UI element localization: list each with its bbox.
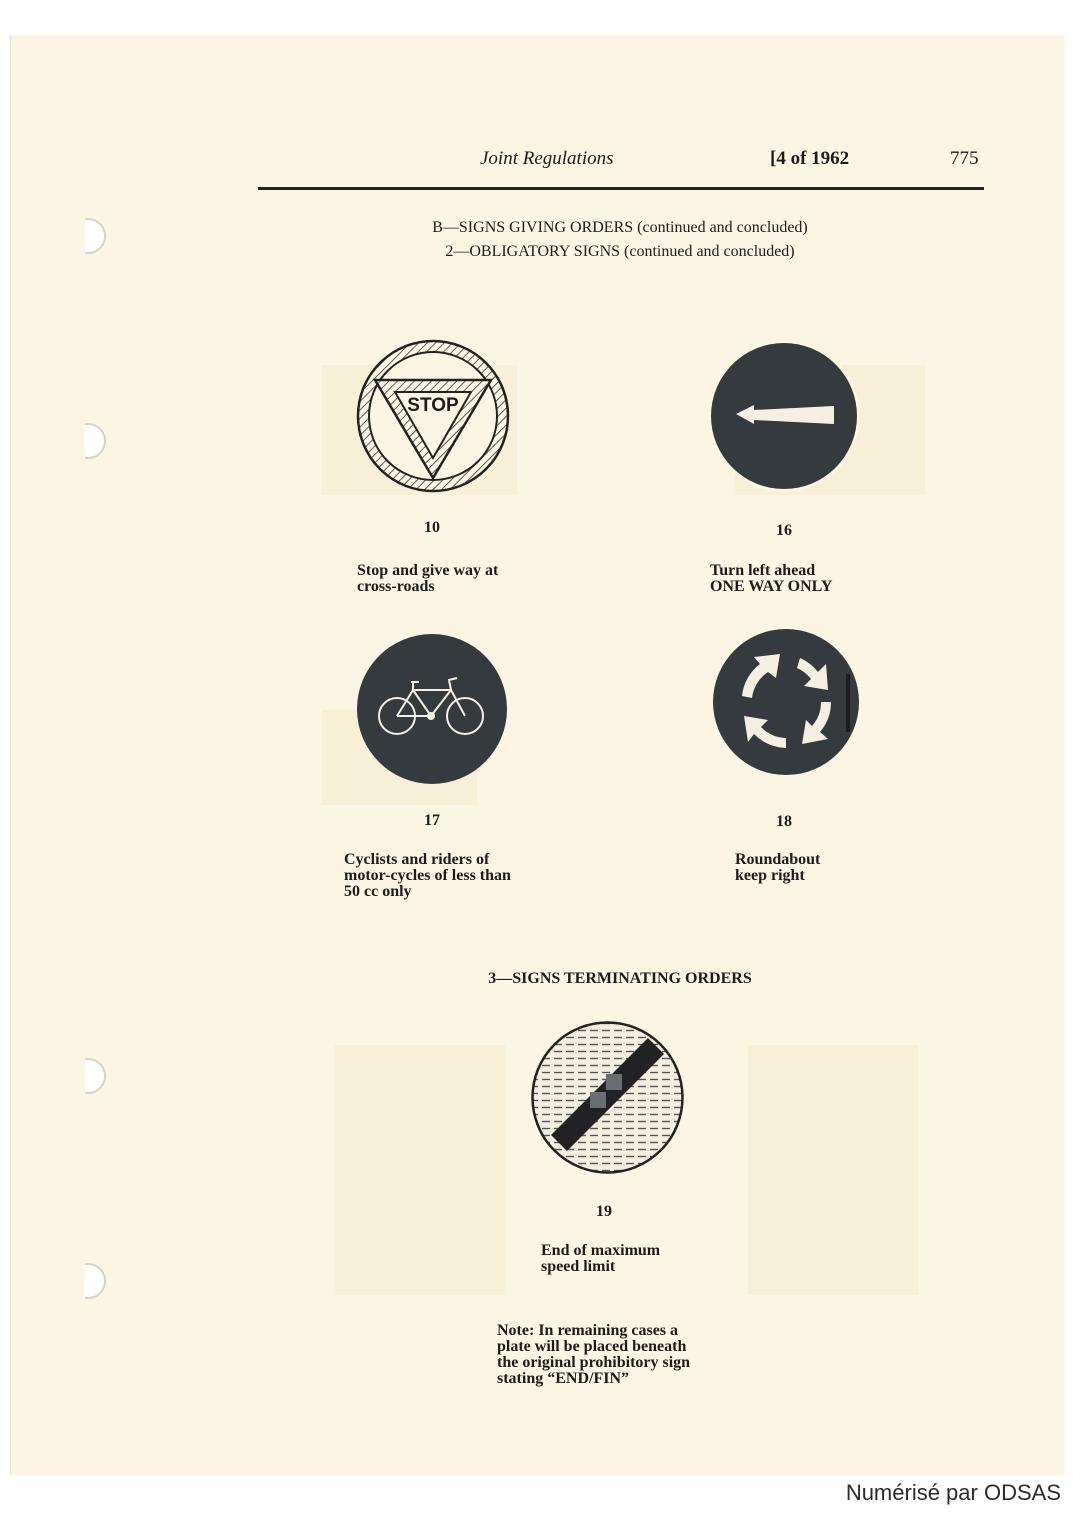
header-rule <box>258 187 984 190</box>
sign-number-18: 18 <box>776 813 792 830</box>
turn-left-arrow-sign-icon <box>706 338 862 494</box>
section-heading-terminating: 3—SIGNS TERMINATING ORDERS <box>488 970 752 987</box>
sign-number-17: 17 <box>424 812 440 829</box>
running-header-act: [4 of 1962 <box>770 148 850 169</box>
punch-hole-shadow <box>67 420 85 460</box>
sign-caption-17: Cyclists and riders of motor-cycles of less than 50 cc only <box>344 851 511 900</box>
bleed-through-block <box>748 1045 918 1295</box>
sign-number-10: 10 <box>424 519 440 536</box>
punch-hole-shadow <box>67 1260 85 1300</box>
scan-credit: Numérisé par ODSAS <box>845 1480 1061 1505</box>
sign-caption-16: Turn left ahead ONE WAY ONLY <box>710 562 833 595</box>
bicycle-sign-icon <box>355 632 509 786</box>
sign-number-16: 16 <box>776 522 792 539</box>
punch-hole-shadow <box>67 215 85 255</box>
stop-give-way-sign-icon <box>355 338 511 494</box>
page-edge <box>10 35 11 1475</box>
sign-number-19: 19 <box>596 1203 612 1220</box>
section-heading-obligatory: 2—OBLIGATORY SIGNS (continued and concluded) <box>445 243 795 260</box>
sign-caption-18: Roundabout keep right <box>735 851 821 884</box>
running-header-title: Joint Regulations <box>480 148 614 169</box>
roundabout-sign-icon <box>708 624 864 780</box>
sign-caption-19: End of maximum speed limit <box>541 1242 661 1275</box>
sign-caption-10: Stop and give way at cross-roads <box>357 562 499 595</box>
end-speed-limit-sign-icon <box>530 1020 685 1175</box>
stop-sign-text: STOP <box>407 395 459 416</box>
note-text: Note: In remaining cases a plate will be placed beneath the original prohibitory sign stating “END/FIN” <box>497 1322 691 1387</box>
punch-hole-shadow <box>67 1055 85 1095</box>
bleed-through-block <box>335 1045 505 1295</box>
section-heading-b: B—SIGNS GIVING ORDERS (continued and concluded) <box>432 219 808 236</box>
page-number: 775 <box>950 148 979 169</box>
